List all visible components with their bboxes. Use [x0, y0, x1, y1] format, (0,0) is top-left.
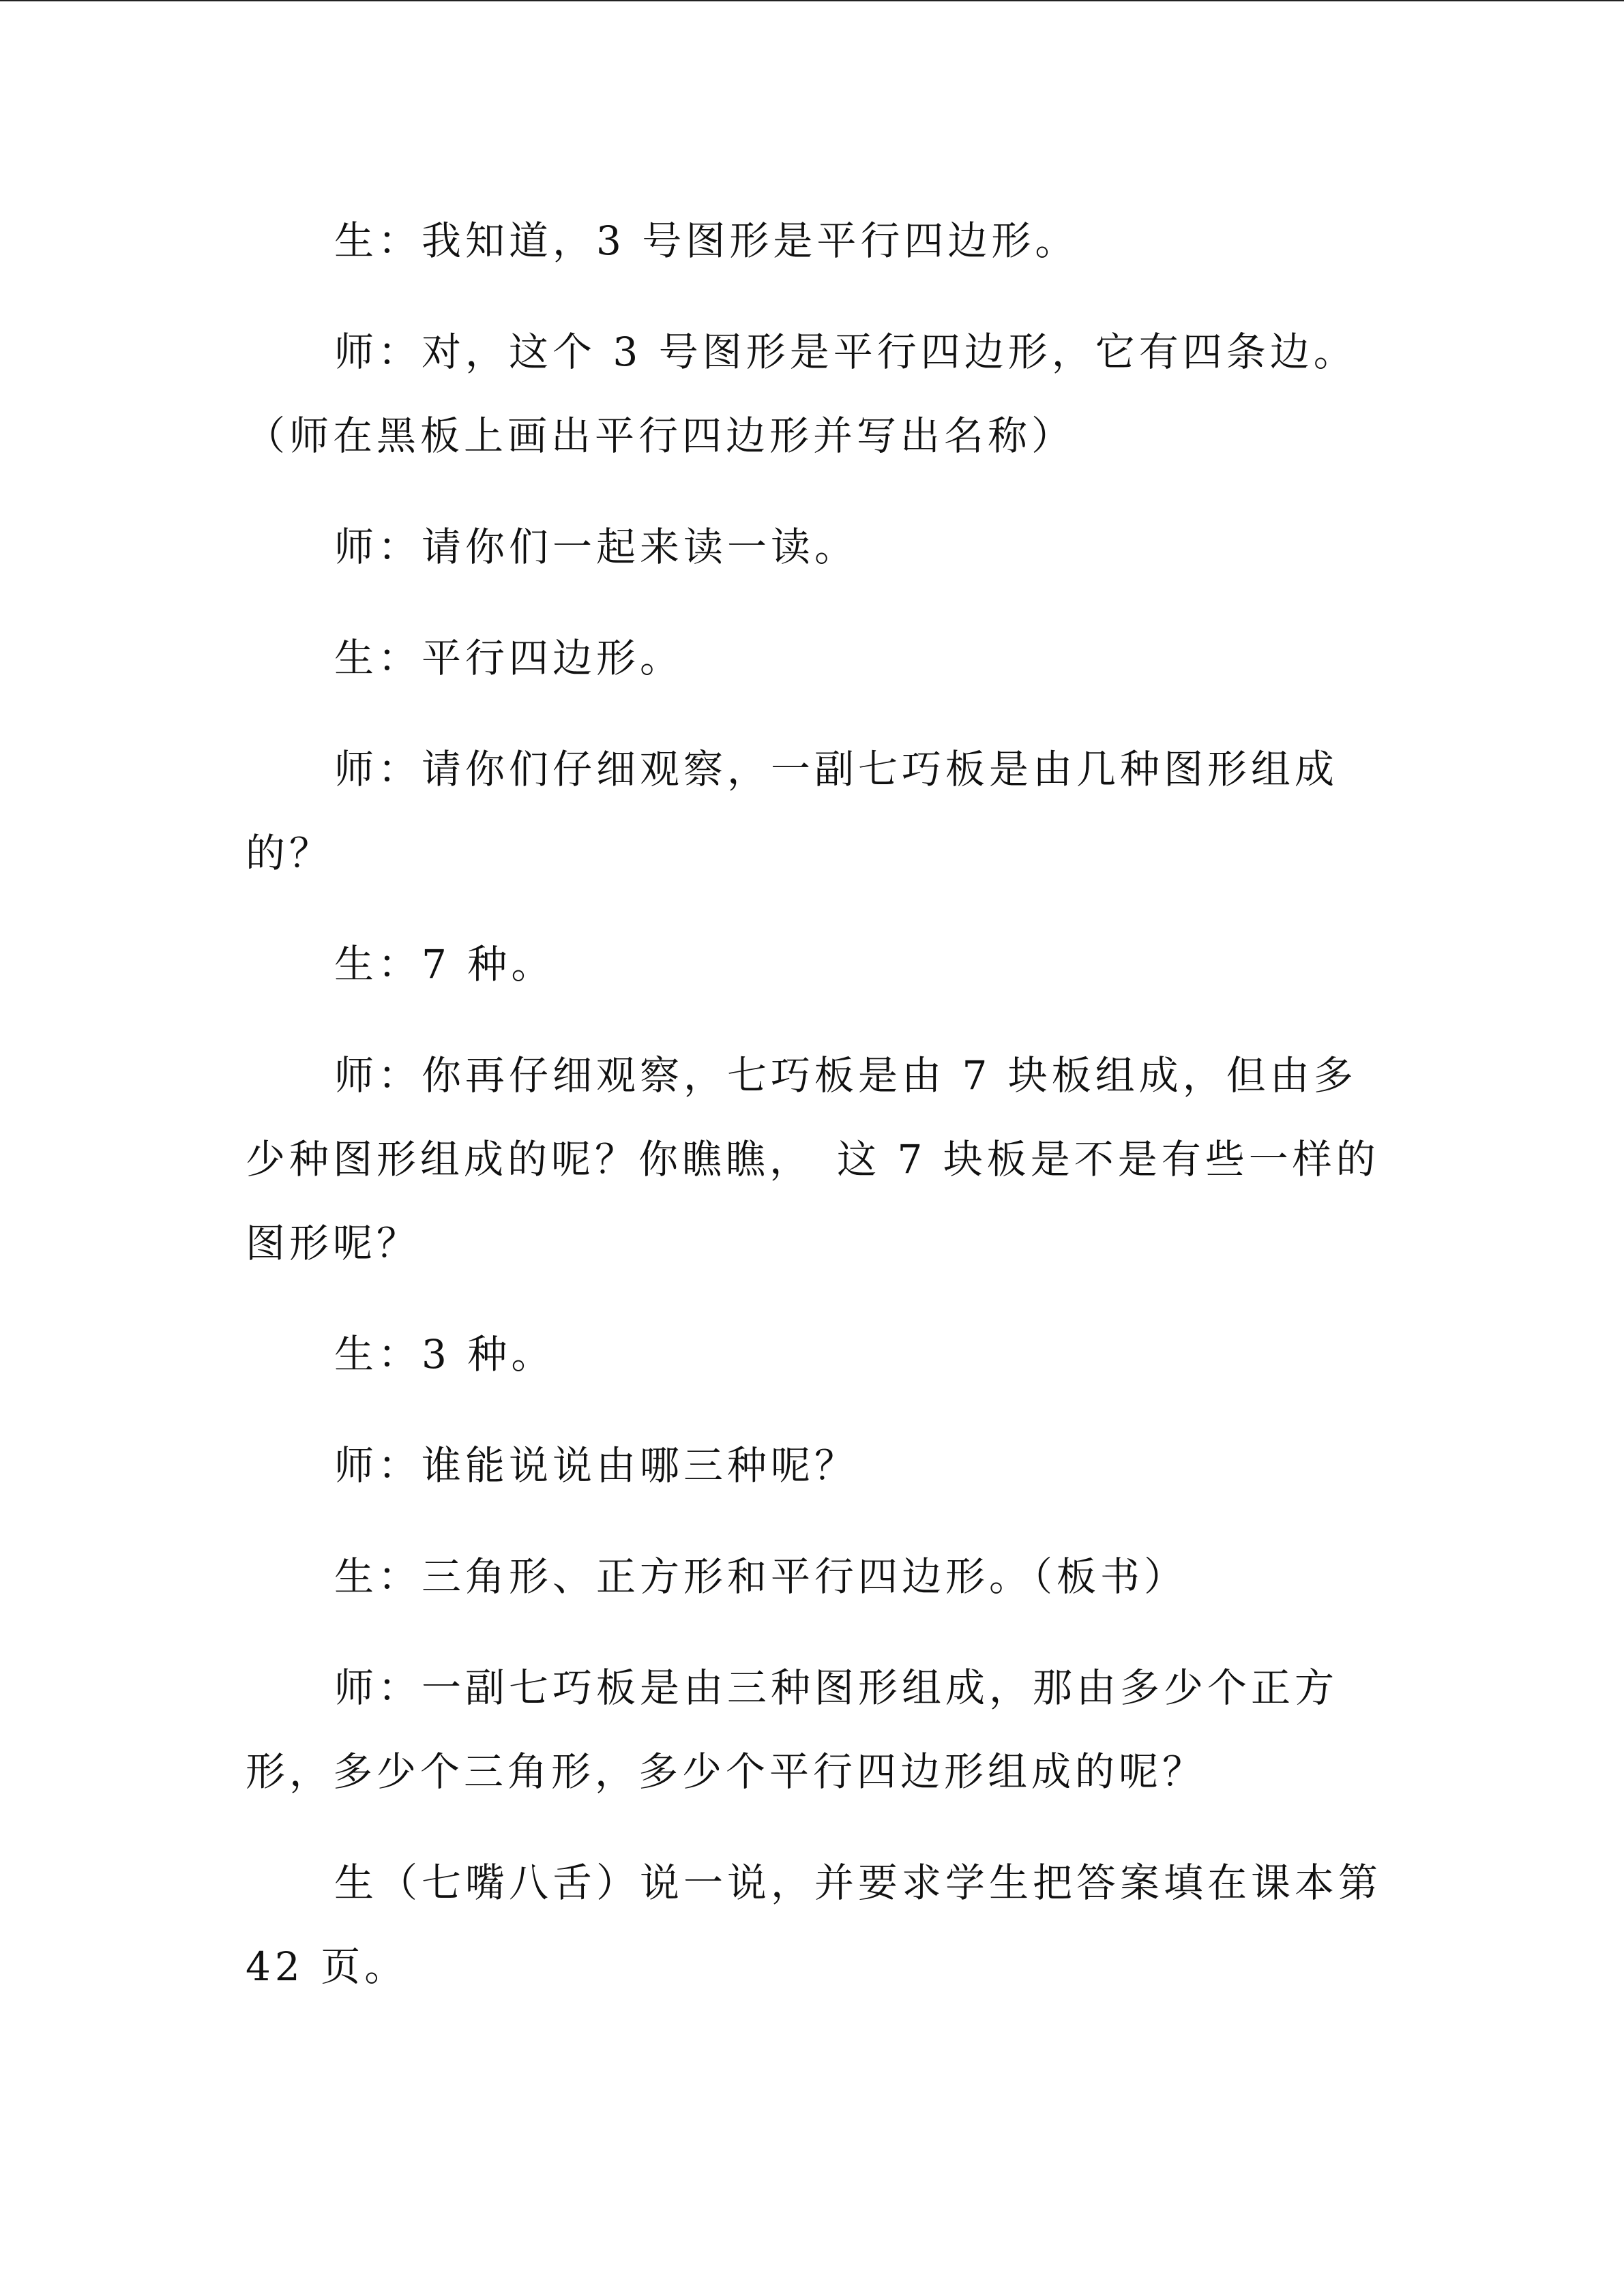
- paragraph-1: 生：我知道，3 号图形是平行四边形。: [334, 218, 1079, 264]
- paragraph-11: 师：一副七巧板是由三种图形组成，那由多少个正方形，多少个三角形，多少个平行四边形组成的呢？: [246, 1665, 1339, 1795]
- paragraph-12: 生（七嘴八舌）说一说，并要求学生把答案填在课本第 42 页。: [246, 1860, 1383, 1990]
- paragraph-6: 生：7 种。: [334, 941, 555, 987]
- paragraph-2: 师：对，这个 3 号图形是平行四边形，它有四条边。（师在黑板上画出平行四边形并写出名称）: [246, 329, 1357, 459]
- paragraph-10: 生：三角形、正方形和平行四边形。（板书）: [334, 1553, 1188, 1600]
- paragraph-3: 师：请你们一起来读一读。: [334, 524, 859, 570]
- paragraph-4: 生：平行四边形。: [334, 635, 684, 681]
- paragraph-7: 师：你再仔细观察，七巧板是由 7 块板组成，但由多少种图形组成的呢？你瞧瞧， 这 7 块板是不是有些一样的图形呢？: [246, 1052, 1380, 1266]
- paragraph-8: 生：3 种。: [334, 1331, 555, 1377]
- document-body: [246, 199, 1385, 2036]
- paragraph-5: 师：请你们仔细观察，一副七巧板是由几种图形组成的？: [246, 746, 1339, 876]
- paragraph-9: 师：谁能说说由哪三种呢？: [334, 1442, 859, 1489]
